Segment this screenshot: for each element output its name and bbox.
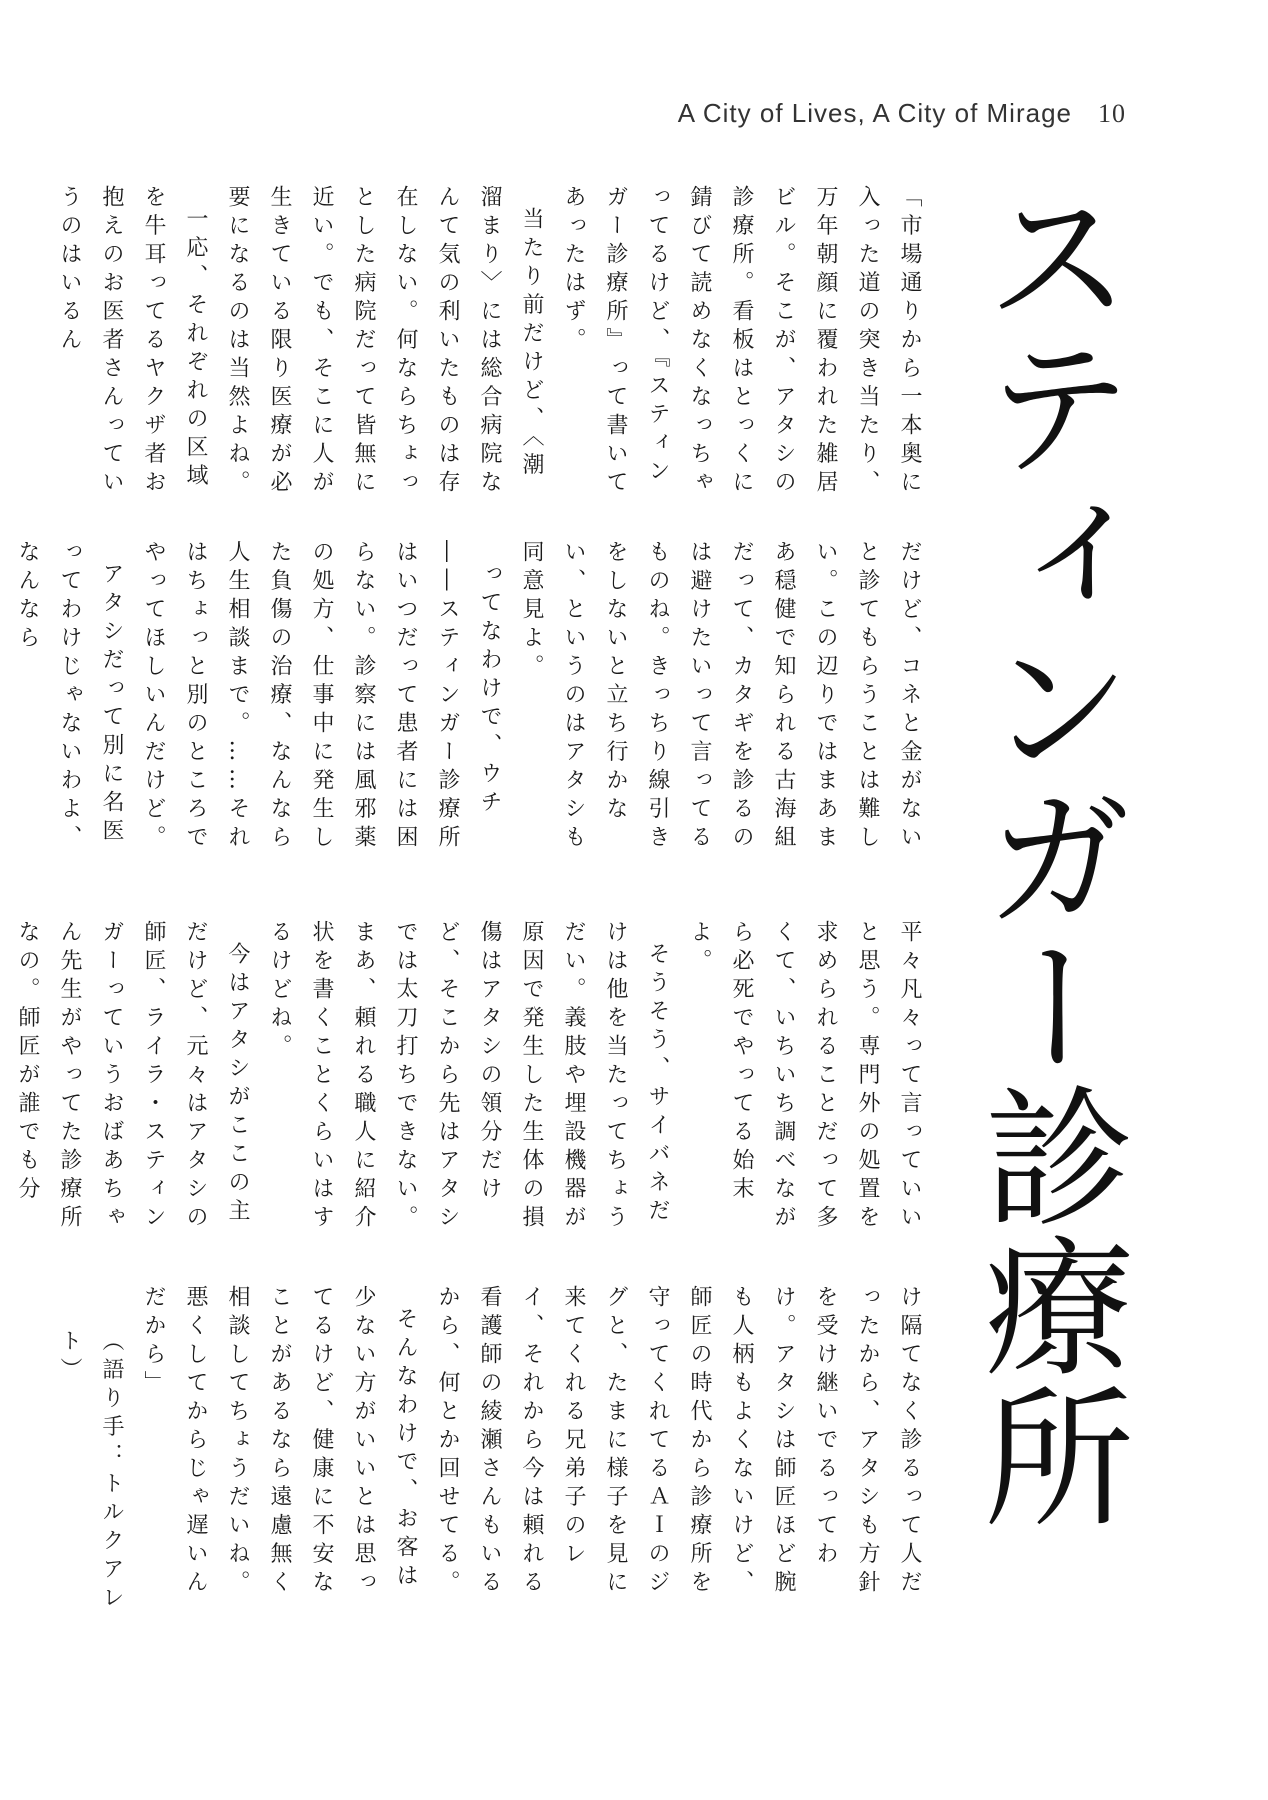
paragraph: ってなわけで、ウチ――スティンガー診療所はいつだって患者には困らない。診察には風邪薬の処方、仕事中に発生した負傷の治療、なんなら人生相談まで。……それはちょっと別のところでやってほしいんだけど。 xyxy=(141,540,502,854)
paragraph: アタシだって別に名医ってわけじゃないわよ、なんなら xyxy=(15,540,124,854)
paragraph: そんなわけで、お客は少ない方がいいとは思ってるけど、健康に不安なことがあるなら遠慮無く相談してちょうだいね。悪くしてからじゃ遅いんだから」 xyxy=(141,1285,418,1599)
paragraph: け隔てなく診るって人だったから、アタシも方針を受け継いでるってわけ。アタシは師匠ほど腕も人柄もよくないけど、師匠の時代から診療所を守ってくれてるＡＩのジグと、たまに様子を見に来てくれる兄弟子のレイ、それから今は頼れる看護師の綾瀬さんもいるから、何とか回せてる。 xyxy=(435,1285,922,1599)
text-tier-3 xyxy=(15,920,930,1240)
article-title: スティンガー診療所 xyxy=(958,180,1132,1530)
paragraph: そうそう、サイバネだけは他を当たってちょうだい。義肢や埋設機器が原因で発生した生体の損傷はアタシの領分だけど、そこから先はアタシでは太刀打ちできない。まあ、頼れる職人に紹介状を書くことくらいはするけどね。 xyxy=(267,920,670,1234)
paragraph: 今はアタシがここの主だけど、元々はアタシの師匠、ライラ・スティンガーっていうおばあちゃん先生がやってた診療所なの。師匠が誰でも分 xyxy=(15,920,250,1234)
narrator-credit: （語り手：トルクアレト） xyxy=(57,1329,124,1614)
running-head xyxy=(678,98,1126,129)
paragraph: だけど、コネと金がないと診てもらうことは難しい。この辺りではまあまあ穏健で知られる古海組だって、カタギを診るのは避けたいって言ってるものね。きっちり線引きをしないと立ち行かない、というのはアタシも同意見よ。 xyxy=(519,540,922,854)
paragraph: 「市場通りから一本奥に入った道の突き当たり、万年朝顔に覆われた雑居ビル。そこが、アタシの診療所。看板はとっくに錆びて読めなくなっちゃってるけど、『スティンガー診療所』って書いてあったはず。 xyxy=(561,185,922,499)
running-title: A City of Lives, A City of Mirage xyxy=(677,98,1072,128)
paragraph: 一応、それぞれの区域を牛耳ってるヤクザ者お抱えのお医者さんっていうのはいるん xyxy=(57,185,208,499)
text-tier-4 xyxy=(57,1285,930,1615)
text-tier-2 xyxy=(15,540,930,860)
paragraph: 平々凡々って言っていいと思う。専門外の処置を求められることだって多くて、いちいち調べながら必死でやってる始末よ。 xyxy=(687,920,922,1234)
text-tier-1 xyxy=(57,185,930,505)
page-number: 10 xyxy=(1098,99,1126,128)
narrator-credit-line xyxy=(48,1285,132,1615)
paragraph: 当たり前だけど、〈潮溜まり〉には総合病院なんて気の利いたものは存在しない。何ならちょっとした病院だって皆無に近い。でも、そこに人が生きている限り医療が必要になるのは当然よね。 xyxy=(225,185,544,499)
